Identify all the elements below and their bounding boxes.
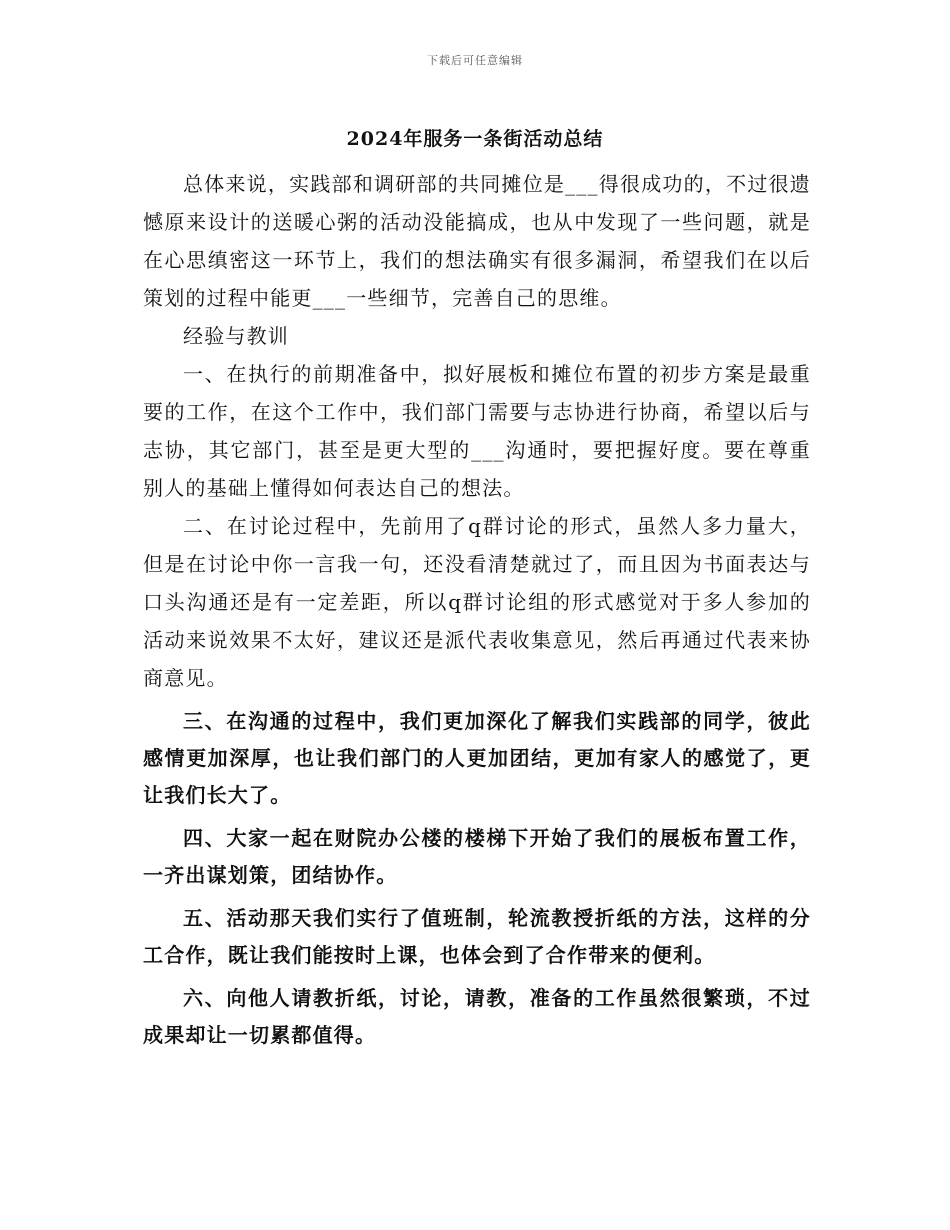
paragraph-lesson-1: 一、在执行的前期准备中，拟好展板和摊位布置的初步方案是最重要的工作，在这个工作中，我们部门需要与志协进行协商，希望以后与志协，其它部门，甚至是更大型的___沟通时，要把握好度。要在尊重别人的基础上懂得如何表达自己的想法。 (143, 362, 811, 500)
paragraph-lesson-2: 二、在讨论过程中，先前用了q群讨论的形式，虽然人多力量大，但是在讨论中你一言我一句，还没看清楚就过了，而且因为书面表达与口头沟通还是有一定差距，所以q群讨论组的形式感觉对于多人参加的活动来说效果不太好，建议还是派代表收集意见，然后再通过代表来协商意见。 (143, 514, 811, 690)
paragraph-lesson-6: 六、向他人请教折纸，讨论，请教，准备的工作虽然很繁琐，不过成果却让一切累都值得。 (143, 986, 811, 1047)
document-body (143, 165, 811, 1054)
paragraph-lesson-4: 四、大家一起在财院办公楼的楼梯下开始了我们的展板布置工作，一齐出谋划策，团结协作。 (143, 826, 811, 887)
paragraph-summary: 总体来说，实践部和调研部的共同摊位是___得很成功的，不过很遗憾原来设计的送暖心粥的活动没能搞成，也从中发现了一些问题，就是在心思缜密这一环节上，我们的想法确实有很多漏洞，希望我们在以后策划的过程中能更___一些细节，完善自己的思维。 (143, 172, 811, 310)
paragraph-lesson-3: 三、在沟通的过程中，我们更加深化了解我们实践部的同学，彼此感情更加深厚，也让我们部门的人更加团结，更加有家人的感觉了，更让我们长大了。 (143, 709, 811, 807)
document-title: 2024年服务一条街活动总结 (346, 128, 604, 150)
page-header-note: 下载后可任意编辑 (427, 54, 523, 67)
section-heading-lessons: 经验与教训 (183, 324, 289, 348)
paragraph-lesson-5: 五、活动那天我们实行了值班制，轮流教授折纸的方法，这样的分工合作，既让我们能按时上课，也体会到了合作带来的便利。 (143, 906, 811, 967)
